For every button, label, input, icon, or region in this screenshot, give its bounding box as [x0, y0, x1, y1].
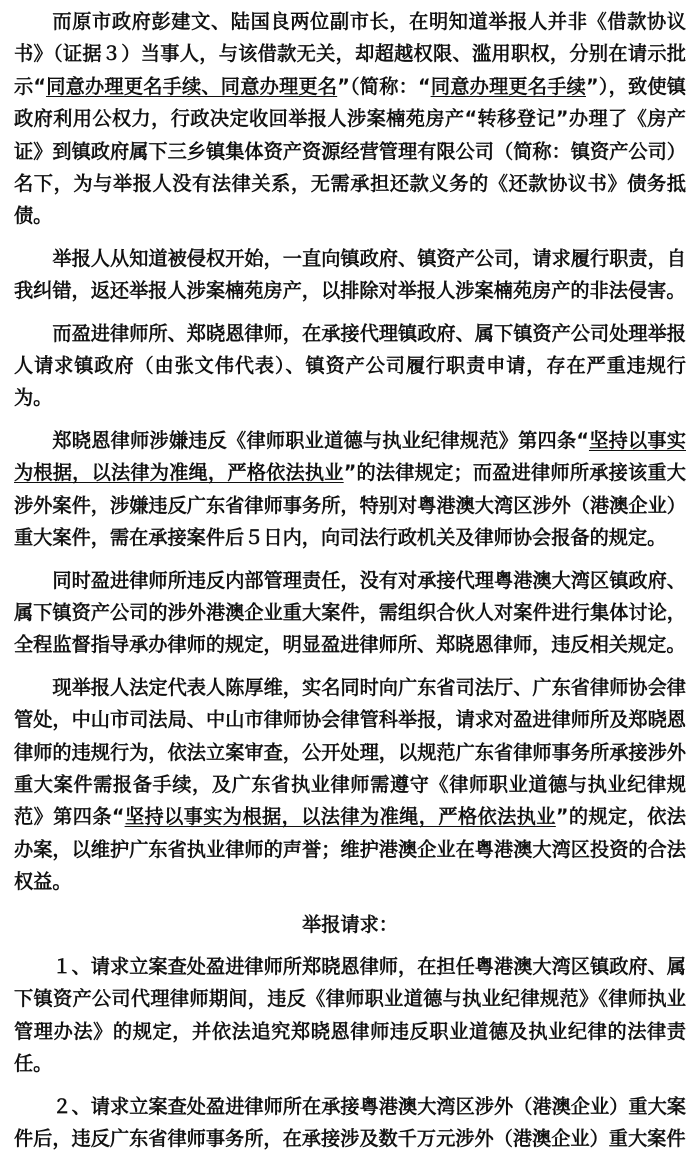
text-run: 郑晓恩律师涉嫌违反《律师职业道德与执业纪律规范》第四条“ [52, 428, 589, 452]
text-run: ”（简称：“ [337, 74, 431, 98]
request-item [14, 1091, 686, 1155]
paragraph [14, 672, 686, 899]
request-item [14, 951, 686, 1081]
text-run: ”），致使镇政府利用公权力，行政决定收回举报人涉案楠苑房产“转移登记”办理了《房产证》到镇政府属下三乡镇集体资产资源经营管理有限公司（简称：镇资产公司）名下，为与举报人没有法律关系，无需承担还款义务的《还款协议书》债务抵债。 [14, 74, 686, 228]
paragraph [14, 425, 686, 555]
text-run: 而盈进律师所、郑晓恩律师，在承接代理镇政府、属下镇资产公司处理举报人请求镇政府（由张文伟代表）、镇资产公司履行职责申请，存在严重违规行为。 [14, 321, 686, 410]
underlined-text: 同意办理更名手续 [430, 74, 586, 98]
body-paragraphs [14, 6, 686, 899]
paragraph [14, 318, 686, 415]
paragraph [14, 6, 686, 233]
text-run: 而原市政府彭建文、陆国良两位副市长，在明知道举报人并非《借款协议书》（证据３）当事人，与该借款无关，却超越权限、滥用职权，分别在请示批示“ [14, 10, 686, 98]
paragraph [14, 565, 686, 662]
text-run: 同时盈进律师所违反内部管理责任，没有对承接代理粤港澳大湾区镇政府、属下镇资产公司的涉外港澳企业重大案件，需组织合伙人对案件进行集体讨论，全程监督指导承办律师的规定，明显盈进律师所、郑晓恩律师，违反相关规定。 [14, 568, 686, 657]
text-run: １、请求立案查处盈进律师所郑晓恩律师，在担任粤港澳大湾区镇政府、属下镇资产公司代理律师期间，违反《律师职业道德与执业纪律规范》《律师执业管理办法》的规定，并依法追究郑晓恩律师违反职业道德及执业纪律的法律责任。 [14, 954, 686, 1076]
text-run: 举报人从知道被侵权开始，一直向镇政府、镇资产公司，请求履行职责，自我纠错，返还举报人涉案楠苑房产，以排除对举报人涉案楠苑房产的非法侵害。 [14, 246, 686, 303]
text-run: 现举报人法定代表人陈厚维，实名同时向广东省司法厅、广东省律师协会律管处，中山市司法局、中山市律师协会律管科举报，请求对盈进律师所及郑晓恩律师的违规行为，依法立案审查，公开处理，以规范广东省律师事务所承接涉外重大案件需报备手续，及广东省执业律师需遵守《律师职业道德与执业纪律规范》第四条“ [14, 675, 686, 829]
underlined-text: 坚持以事实为根据，以法律为准绳，严格依法执业 [14, 428, 686, 485]
underlined-text: 坚持以事实为根据，以法律为准绳，严格依法执业 [124, 805, 556, 829]
section-heading: 举报请求： [302, 912, 398, 936]
text-run: ”的法律规定；而盈进律师所承接该重大涉外案件，涉嫌违反广东省律师事务所，特别对粤港澳大湾区涉外（港澳企业）重大案件，需在承接案件后５日内，向司法行政机关及律师协会报备的规定。 [14, 461, 686, 550]
underlined-text: 同意办理更名手续、同意办理更名 [46, 74, 338, 98]
text-run: ２、请求立案查处盈进律师所在承接粤港澳大湾区涉外（港澳企业）重大案件后，违反广东省律师事务所，在承接涉及数千万元涉外（港澳企业）重大案件 [14, 1094, 686, 1150]
text-run: ”的规定，依法办案，以维护广东省执业律师的声誉；维护港澳企业在粤港澳大湾区投资的合法权益。 [14, 805, 686, 894]
paragraph [14, 243, 686, 308]
request-list [14, 951, 686, 1155]
